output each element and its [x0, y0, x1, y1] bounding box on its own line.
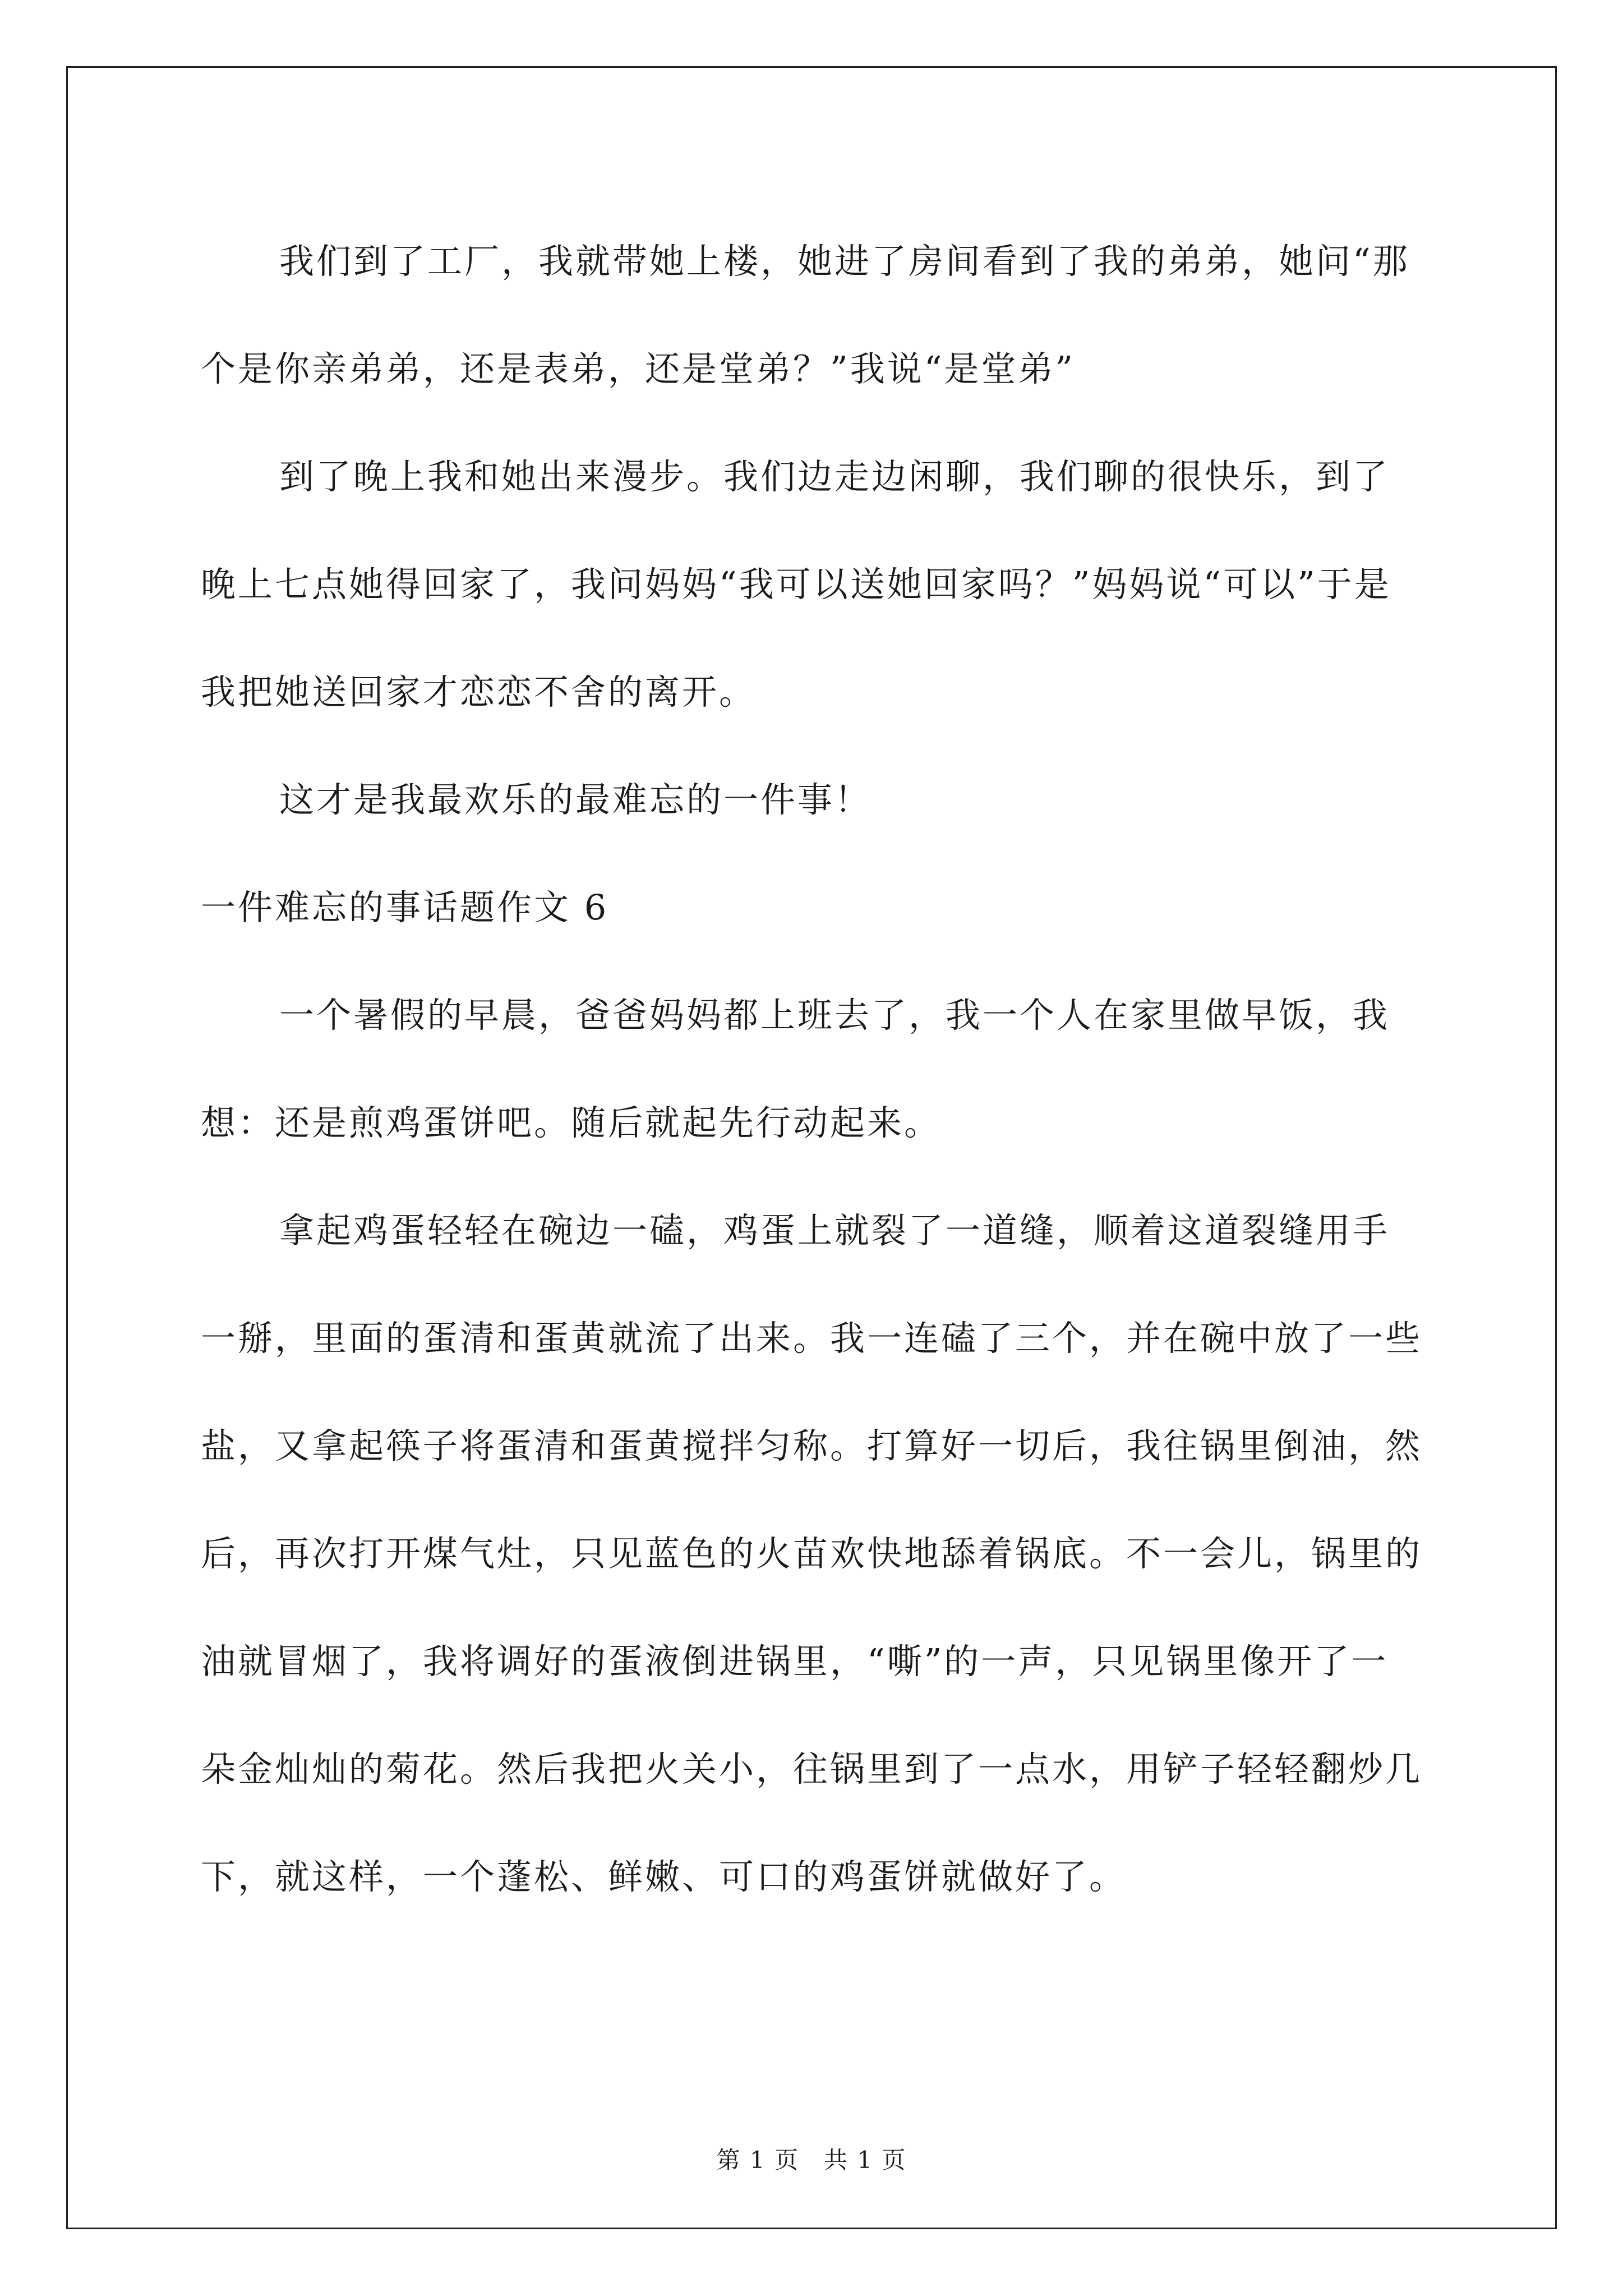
page-footer: 第 1 页 共 1 页 — [716, 2146, 907, 2174]
paragraph: 我们到了工厂，我就带她上楼，她进了房间看到了我的弟弟，她问“那个是你亲弟弟，还是表弟，还是堂弟？”我说“是堂弟” — [201, 241, 1410, 389]
paragraph: 一个暑假的早晨，爸爸妈妈都上班去了，我一个人在家里做早饭，我想：还是煎鸡蛋饼吧。随后就起先行动起来。 — [201, 995, 1390, 1143]
paragraph: 到了晚上我和她出来漫步。我们边走边闲聊，我们聊的很快乐，到了晚上七点她得回家了，我问妈妈“我可以送她回家吗？”妈妈说“可以”于是我把她送回家才恋恋不舍的离开。 — [201, 456, 1391, 712]
section-title: 一件难忘的事话题作文 6 — [201, 887, 609, 928]
paragraph: 这才是我最欢乐的最难忘的一件事！ — [279, 779, 872, 820]
document-body — [201, 208, 1423, 1931]
paragraph: 拿起鸡蛋轻轻在碗边一磕，鸡蛋上就裂了一道缝，顺着这道裂缝用手一掰，里面的蛋清和蛋黄就流了出来。我一连磕了三个，并在碗中放了一些盐，又拿起筷子将蛋清和蛋黄搅拌匀称。打算好一切后，我往锅里倒油，然后，再次打开煤气灶，只见蓝色的火苗欢快地舔着锅底。不一会儿，锅里的油就冒烟了，我将调好的蛋液倒进锅里，“嘶”的一声，只见锅里像开了一朵金灿灿的菊花。然后我把火关小，往锅里到了一点水，用铲子轻轻翻炒几下，就这样，一个蓬松、鲜嫩、可口的鸡蛋饼就做好了。 — [201, 1210, 1423, 1897]
